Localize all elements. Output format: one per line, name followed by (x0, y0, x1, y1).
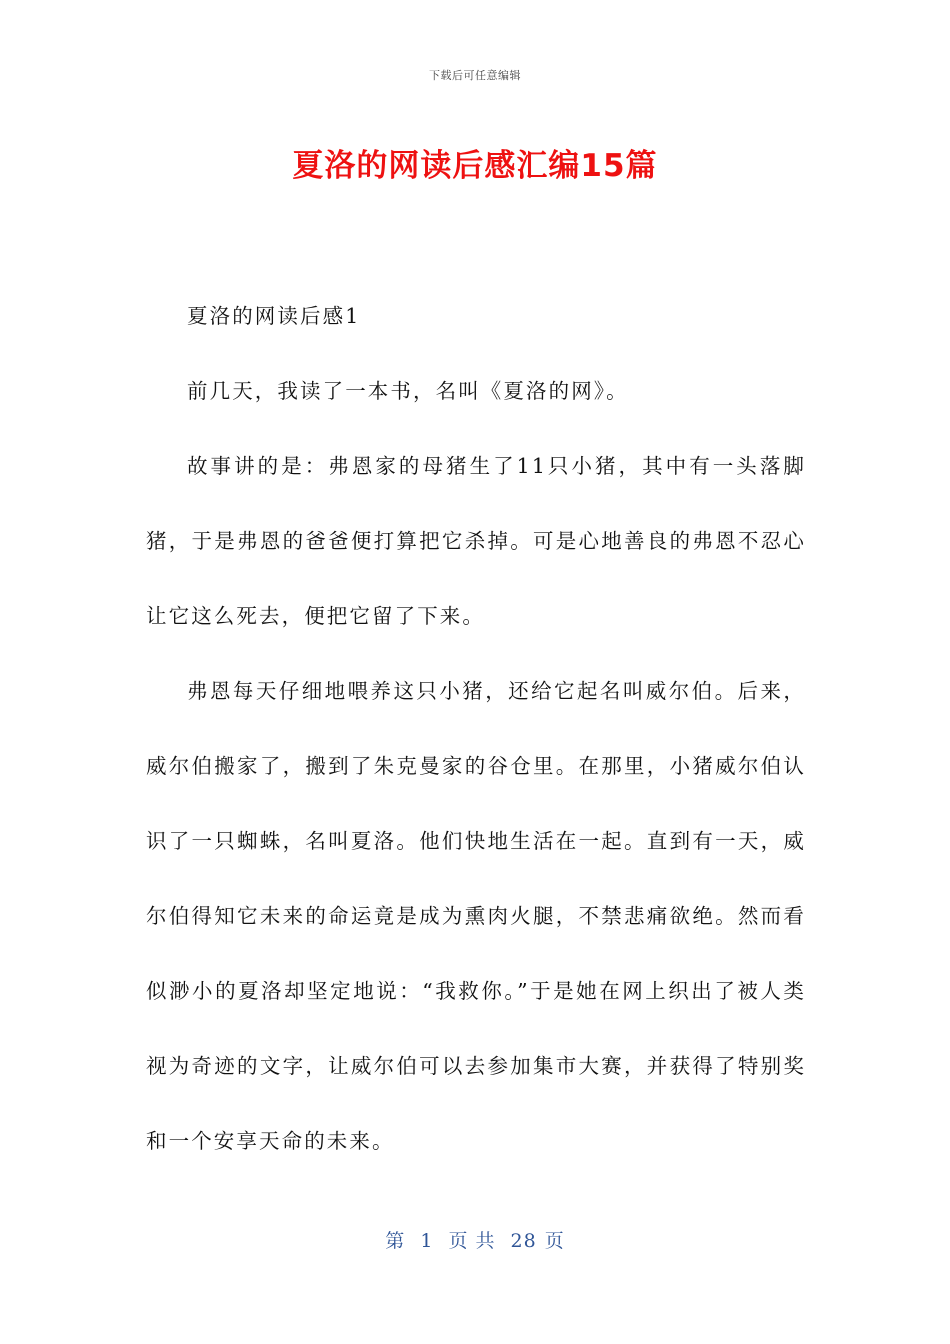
body-paragraph: 弗恩每天仔细地喂养这只小猪，还给它起名叫威尔伯。后来，威尔伯搬家了，搬到了朱克曼家的谷仓里。在那里，小猪威尔伯认识了一只蜘蛛，名叫夏洛。他们快地生活在一起。直到有一天，威尔伯得知它未来的命运竟是成为熏肉火腿，不禁悲痛欲绝。然而看似渺小的夏洛却坚定地说：“我救你。”于是她在网上织出了被人类视为奇迹的文字，让威尔伯可以去参加集市大赛，并获得了特别奖和一个安享天命的未来。 (146, 679, 806, 1153)
footer-page-mid: 页 共 (448, 1230, 496, 1252)
footer-total-pages: 28 (510, 1230, 537, 1252)
body-paragraph: 故事讲的是：弗恩家的母猪生了11只小猪，其中有一头落脚猪，于是弗恩的爸爸便打算把它杀掉。可是心地善良的弗恩不忍心让它这么死去，便把它留了下来。 (146, 454, 806, 628)
footer-page-number: 1 (420, 1230, 434, 1252)
footer-page-prefix: 第 (385, 1230, 406, 1252)
document-title: 夏洛的网读后感汇编15篇 (292, 148, 658, 184)
body-paragraph: 前几天，我读了一本书，名叫《夏洛的网》。 (187, 379, 629, 403)
section-heading: 夏洛的网读后感1 (187, 304, 361, 328)
document-body (146, 279, 806, 1179)
footer-page-suffix: 页 (544, 1230, 565, 1252)
header-note: 下载后可任意编辑 (429, 69, 521, 82)
page-footer (0, 1226, 950, 1253)
